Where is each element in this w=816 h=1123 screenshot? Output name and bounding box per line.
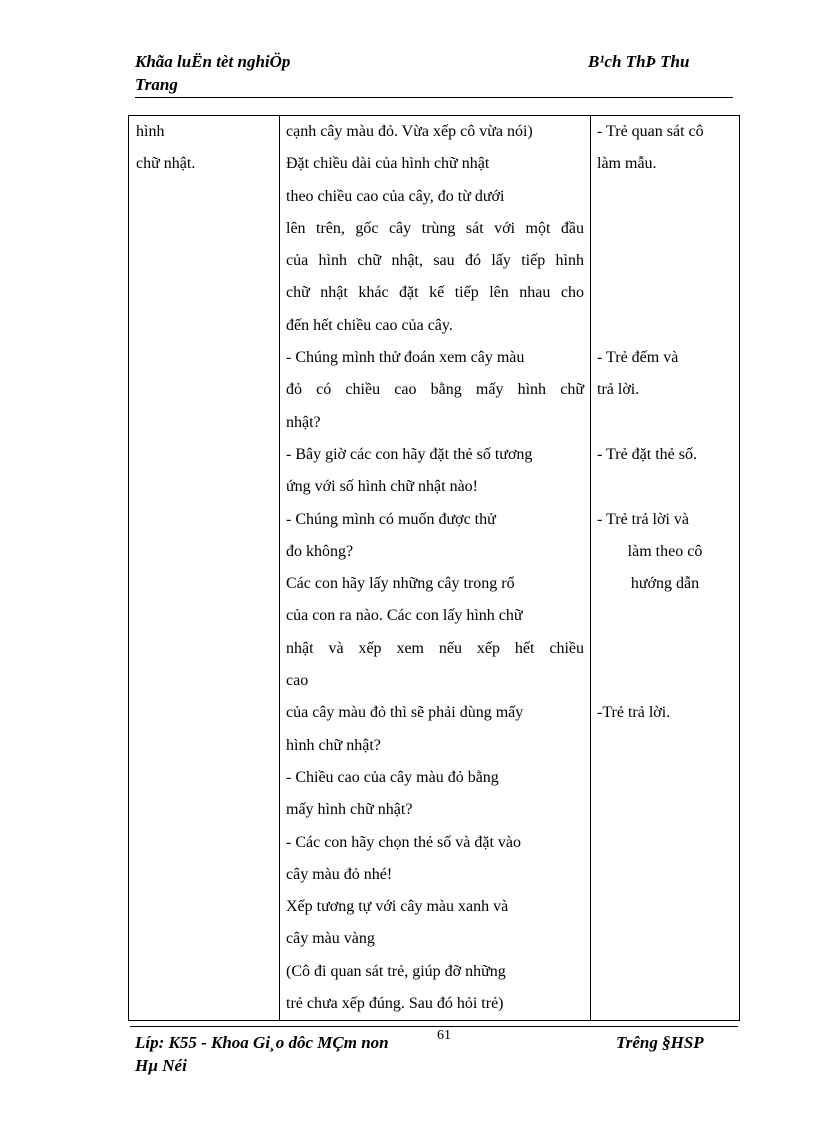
header-author: B¹ch ThÞ Thu bbox=[588, 52, 690, 71]
content-column bbox=[129, 116, 280, 1021]
response-line: - Trẻ quan sát cô bbox=[597, 123, 704, 140]
activity-line: - Các con hãy chọn thẻ số và đặt vào bbox=[286, 833, 522, 851]
activity-line: - Chúng mình có muốn được thử bbox=[286, 510, 496, 528]
activity-line: nhật và xếp xem nếu xếp hết chiều bbox=[286, 639, 584, 657]
response-line: - Trẻ trả lời và bbox=[597, 510, 690, 528]
activity-line: đo không? bbox=[286, 542, 354, 560]
activity-line: Đặt chiều dài của hình chữ nhật bbox=[286, 155, 490, 173]
activity-line: cây màu đỏ nhé! bbox=[286, 865, 393, 883]
footer-university: Trêng §HSP bbox=[616, 1033, 704, 1052]
activity-line: chữ nhật khác đặt kế tiếp lên nhau cho bbox=[286, 284, 584, 302]
activity-line: của hình chữ nhật, sau đó lấy tiếp hình bbox=[286, 252, 584, 270]
activity-line: theo chiều cao của cây, đo từ dưới bbox=[286, 187, 505, 205]
header-thesis-title: Khãa luËn tèt nghiÖp bbox=[135, 52, 291, 71]
page-number: 61 bbox=[437, 1028, 451, 1043]
header-page-label: Trang bbox=[135, 75, 178, 94]
activity-line: - Chiều cao của cây màu đỏ bằng bbox=[286, 768, 499, 786]
content-line: chữ nhật. bbox=[136, 155, 196, 173]
response-line: - Trẻ đặt thẻ số. bbox=[597, 445, 697, 463]
footer-class-info: Líp: K55 - Khoa Gi¸o dôc MÇm non bbox=[135, 1033, 389, 1052]
activity-line: cạnh cây màu đỏ. Vừa xếp cô vừa nói) bbox=[286, 123, 533, 140]
teacher-activity-column bbox=[280, 116, 591, 1021]
activity-line: trẻ chưa xếp đúng. Sau đó hỏi trẻ) bbox=[286, 995, 504, 1013]
activity-line: - Bây giờ các con hãy đặt thẻ số tương bbox=[286, 445, 533, 463]
activity-line: Xếp tương tự với cây màu xanh và bbox=[286, 898, 509, 916]
response-line: trả lời. bbox=[597, 381, 640, 399]
header-left bbox=[135, 50, 290, 96]
content-line: hình bbox=[136, 123, 165, 140]
footer-left bbox=[135, 1031, 389, 1077]
activity-line: (Cô đi quan sát trẻ, giúp đỡ những bbox=[286, 962, 506, 980]
response-line: -Trẻ trả lời. bbox=[597, 704, 671, 722]
response-line: hướng dẫn bbox=[630, 575, 700, 593]
activity-line: của cây màu đỏ thì sẽ phải dùng mấy bbox=[286, 704, 524, 722]
activity-line: đến hết chiều cao của cây. bbox=[286, 316, 453, 334]
activity-line: của con ra nào. Các con lấy hình chữ bbox=[286, 607, 523, 625]
response-line: - Trẻ đếm và bbox=[597, 349, 679, 367]
activity-line: cao bbox=[286, 672, 309, 690]
activity-line: ứng với số hình chữ nhật nào! bbox=[286, 478, 478, 496]
response-line: làm theo cô bbox=[627, 542, 703, 560]
response-line: làm mẫu. bbox=[597, 155, 657, 173]
activity-line: mấy hình chữ nhật? bbox=[286, 801, 413, 819]
activity-line: - Chúng mình thử đoán xem cây màu bbox=[286, 349, 525, 367]
footer-city: Hµ Néi bbox=[135, 1056, 187, 1075]
activity-line: lên trên, gốc cây trùng sát với một đầu bbox=[286, 219, 584, 237]
table-row bbox=[129, 116, 740, 1021]
activity-line: cây màu vàng bbox=[286, 930, 375, 948]
activity-line: Các con hãy lấy những cây trong rổ bbox=[286, 575, 515, 593]
header-divider bbox=[135, 97, 733, 98]
activity-line: hình chữ nhật? bbox=[286, 736, 381, 754]
activity-line: đỏ có chiều cao bằng mấy hình chữ bbox=[286, 381, 584, 399]
child-activity-column bbox=[591, 116, 740, 1021]
lesson-table bbox=[128, 115, 740, 1021]
footer-divider bbox=[130, 1026, 738, 1027]
activity-line: nhật? bbox=[286, 413, 321, 431]
